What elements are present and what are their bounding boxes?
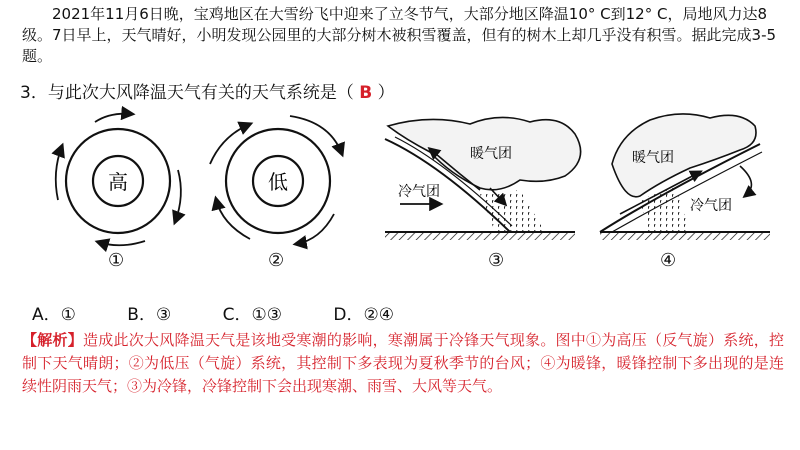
- cold-mass-label: 冷气团: [398, 184, 440, 200]
- question-stem-prefix: 3．与此次大风降温天气有关的天气系统是（: [20, 83, 354, 103]
- analysis-tag: 【解析】: [22, 331, 83, 349]
- warm-mass-label: 暖气团: [632, 150, 674, 166]
- figure-label-2: ②: [268, 250, 285, 271]
- analysis-block: [22, 329, 784, 398]
- option-c[interactable]: C．①③: [222, 305, 282, 325]
- low-pressure-diagram: [210, 116, 342, 244]
- question-stem-suffix: ）: [377, 83, 395, 103]
- option-b[interactable]: B．③: [127, 305, 172, 325]
- figure-label-1: ①: [108, 250, 125, 271]
- intro-text: 2021年11月6日晚，宝鸡地区在大雪纷飞中迎来了立冬节气，大部分地区降温10° C到12° C，局地风力达8级。7日早上，天气晴好，小明发现公园里的大部分树木被积雪覆盖，但有的树木上却几乎没有积雪。据此完成3-5题。: [22, 5, 777, 65]
- arrow-icon: [290, 116, 342, 154]
- cold-front-diagram: [385, 117, 581, 240]
- warm-mass-label: 暖气团: [470, 146, 512, 162]
- low-label: 低: [268, 170, 288, 194]
- answer-options: [32, 300, 440, 325]
- question-stem: [20, 82, 395, 104]
- arrow-icon: [210, 124, 250, 164]
- arrow-icon: [175, 170, 181, 222]
- analysis-text: 造成此次大风降温天气是该地受寒潮的影响，寒潮属于冷锋天气现象。图中①为高压（反气旋）系统，控制下天气晴朗；②为低压（气旋）系统，其控制下多表现为夏秋季节的台风；④为暖锋，暖锋控制下多出现的是连续性阴雨天气；③为冷锋，冷锋控制下会出现寒潮、雨雪、大风等天气。: [22, 331, 784, 395]
- figure-label-4: ④: [660, 250, 677, 271]
- question-intro: [22, 4, 792, 67]
- figure-label-3: ③: [488, 250, 505, 271]
- warm-front-diagram: [600, 114, 770, 240]
- high-pressure-diagram: [56, 114, 181, 246]
- answer-mark: B: [359, 83, 373, 103]
- cold-mass-label: 冷气团: [690, 198, 732, 214]
- option-d[interactable]: D．②④: [333, 305, 394, 325]
- arrow-icon: [95, 114, 132, 122]
- arrow-icon: [56, 146, 62, 200]
- high-label: 高: [108, 170, 128, 194]
- option-a[interactable]: A．①: [32, 305, 76, 325]
- arrow-icon: [98, 241, 145, 245]
